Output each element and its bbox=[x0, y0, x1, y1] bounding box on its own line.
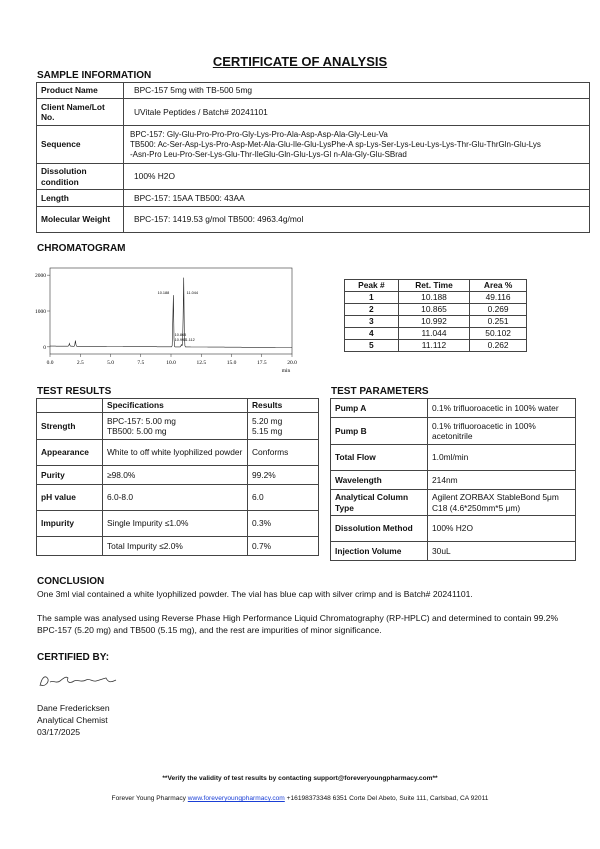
y-tick-label: 2000 bbox=[35, 273, 46, 280]
peak-row bbox=[345, 340, 527, 352]
param-label: Pump B bbox=[331, 418, 428, 445]
peak-area: 0.251 bbox=[470, 316, 527, 328]
x-tick-label: 7.5 bbox=[137, 360, 145, 366]
peak-rt: 11.112 bbox=[398, 340, 469, 352]
peak-rt: 11.044 bbox=[398, 328, 469, 340]
param-value: 0.1% trifluoroacetic in 100% acetonitrile bbox=[428, 418, 576, 445]
results-row bbox=[37, 413, 319, 440]
param-row bbox=[331, 418, 576, 445]
peak-rt: 10.188 bbox=[398, 292, 469, 304]
param-label: Injection Volume bbox=[331, 542, 428, 561]
conclusion-line2: The sample was analysed using Reverse Phase High Performance Liquid Chromatography (RP-HPLC) and determined to contain 99.2% BPC-157 (5.20 mg) and TB500 (5.15 mg), and the rest are impurities of minor significance. bbox=[37, 613, 559, 635]
peak-area: 50.102 bbox=[470, 328, 527, 340]
info-key: Sequence bbox=[37, 126, 124, 164]
peak-area: 49.116 bbox=[470, 292, 527, 304]
certification-date: 03/17/2025 bbox=[37, 727, 81, 737]
peak-col-header: Ret. Time bbox=[398, 280, 469, 292]
results-spec: Single Impurity ≤1.0% bbox=[103, 511, 248, 537]
results-row bbox=[37, 485, 319, 511]
param-value: 0.1% trifluoroacetic in 100% water bbox=[428, 399, 576, 418]
results-value: 0.3% bbox=[248, 511, 319, 537]
results-col-header bbox=[37, 399, 103, 413]
footer-line bbox=[0, 795, 600, 802]
y-tick-label: 1000 bbox=[35, 309, 46, 315]
peak-row bbox=[345, 316, 527, 328]
chromatogram-chart bbox=[30, 262, 300, 380]
peak-row bbox=[345, 292, 527, 304]
peak-label: 11.044 bbox=[186, 290, 198, 295]
param-label: Total Flow bbox=[331, 445, 428, 471]
sample-info-heading: SAMPLE INFORMATION bbox=[37, 70, 152, 81]
x-unit-label: min bbox=[281, 368, 291, 374]
results-col-header: Specifications bbox=[103, 399, 248, 413]
info-value: BPC-157: 15AA TB500: 43AA bbox=[124, 190, 590, 207]
param-row bbox=[331, 516, 576, 542]
peak-col-header: Peak # bbox=[345, 280, 399, 292]
results-value: 99.2% bbox=[248, 466, 319, 485]
results-value: Conforms bbox=[248, 440, 319, 466]
certifier-role: Analytical Chemist bbox=[37, 715, 108, 725]
info-value: UVitale Peptides / Batch# 20241101 bbox=[124, 99, 590, 126]
signature-image bbox=[36, 670, 126, 692]
peak-num: 3 bbox=[345, 316, 399, 328]
param-label: Wavelength bbox=[331, 471, 428, 490]
x-tick-label: 12.5 bbox=[196, 360, 207, 366]
plot-frame bbox=[50, 268, 292, 354]
param-label: Dissolution Method bbox=[331, 516, 428, 542]
param-row bbox=[331, 490, 576, 516]
peak-label: 11.112 bbox=[183, 338, 195, 343]
peak-rt: 10.865 bbox=[398, 304, 469, 316]
peak-num: 4 bbox=[345, 328, 399, 340]
results-label: Strength bbox=[37, 413, 103, 440]
peak-table bbox=[344, 279, 527, 352]
info-row bbox=[37, 99, 590, 126]
results-spec: ≥98.0% bbox=[103, 466, 248, 485]
results-spec: 6.0-8.0 bbox=[103, 485, 248, 511]
info-row bbox=[37, 190, 590, 207]
peak-num: 1 bbox=[345, 292, 399, 304]
results-spec: BPC-157: 5.00 mg TB500: 5.00 mg bbox=[103, 413, 248, 440]
peak-label: 10.188 bbox=[157, 290, 170, 295]
x-tick-label: 15.0 bbox=[226, 360, 237, 366]
param-row bbox=[331, 471, 576, 490]
param-value: 30uL bbox=[428, 542, 576, 561]
peak-row bbox=[345, 328, 527, 340]
peak-rt: 10.992 bbox=[398, 316, 469, 328]
conclusion-heading: CONCLUSION bbox=[37, 576, 105, 587]
info-value: BPC-157: 1419.53 g/mol TB500: 4963.4g/mol bbox=[124, 207, 590, 233]
certifier-name: Dane Fredericksen bbox=[37, 703, 110, 713]
x-tick-label: 17.5 bbox=[256, 360, 267, 366]
chromatogram-heading: CHROMATOGRAM bbox=[37, 243, 126, 254]
results-label: pH value bbox=[37, 485, 103, 511]
info-value: BPC-157 5mg with TB-500 5mg bbox=[124, 83, 590, 99]
param-label: Analytical Column Type bbox=[331, 490, 428, 516]
results-value: 6.0 bbox=[248, 485, 319, 511]
x-tick-label: 5.0 bbox=[107, 360, 114, 366]
peak-col-header: Area % bbox=[470, 280, 527, 292]
results-row bbox=[37, 466, 319, 485]
param-value: 1.0ml/min bbox=[428, 445, 576, 471]
results-col-header: Results bbox=[248, 399, 319, 413]
test-results-heading: TEST RESULTS bbox=[37, 386, 112, 397]
results-spec: Total Impurity ≤2.0% bbox=[103, 537, 248, 556]
peak-table-header bbox=[345, 280, 527, 292]
results-spec: White to off white lyophilized powder bbox=[103, 440, 248, 466]
certified-heading: CERTIFIED BY: bbox=[37, 652, 110, 663]
verify-note: **Verify the validity of test results by contacting support@foreveryoungpharmacy.com** bbox=[162, 775, 438, 782]
sample-info-table bbox=[36, 82, 590, 233]
test-parameters-heading: TEST PARAMETERS bbox=[331, 386, 429, 397]
footer-website-link[interactable]: www.foreveryoungpharmacy.com bbox=[187, 795, 285, 802]
results-header bbox=[37, 399, 319, 413]
x-tick-label: 10.0 bbox=[166, 360, 176, 366]
info-row bbox=[37, 83, 590, 99]
chromatogram-trace bbox=[50, 278, 292, 348]
results-value: 0.7% bbox=[248, 537, 319, 556]
results-row bbox=[37, 511, 319, 537]
param-value: 100% H2O bbox=[428, 516, 576, 542]
param-value: 214nm bbox=[428, 471, 576, 490]
document-title: CERTIFICATE OF ANALYSIS bbox=[212, 54, 388, 69]
peak-area: 0.262 bbox=[470, 340, 527, 352]
peak-num: 2 bbox=[345, 304, 399, 316]
info-key: Product Name bbox=[37, 83, 124, 99]
peak-area: 0.269 bbox=[470, 304, 527, 316]
param-row bbox=[331, 445, 576, 471]
results-value: 5.20 mg 5.15 mg bbox=[248, 413, 319, 440]
peak-label: 10.865 bbox=[174, 333, 187, 338]
x-tick-label: 20.0 bbox=[287, 360, 297, 366]
param-value: Agilent ZORBAX StableBond 5μm C18 (4.6*250mm*5 μm) bbox=[428, 490, 576, 516]
info-key: Client Name/Lot No. bbox=[37, 99, 124, 126]
peak-row bbox=[345, 304, 527, 316]
results-label: Impurity bbox=[37, 511, 103, 537]
results-label bbox=[37, 537, 103, 556]
results-row bbox=[37, 537, 319, 556]
info-row bbox=[37, 126, 590, 164]
x-tick-label: 0.0 bbox=[46, 360, 54, 366]
peak-num: 5 bbox=[345, 340, 399, 352]
y-tick-label: 0 bbox=[43, 344, 46, 351]
conclusion-line1: One 3ml vial contained a white lyophilized powder. The vial has blue cap with silver crimp and is Batch# 20241101. bbox=[37, 589, 473, 599]
info-row bbox=[37, 207, 590, 233]
test-parameters-table bbox=[330, 398, 576, 561]
results-label: Purity bbox=[37, 466, 103, 485]
info-key: Molecular Weight bbox=[37, 207, 124, 233]
param-row bbox=[331, 399, 576, 418]
info-key: Dissolution condition bbox=[37, 164, 124, 190]
peak-label: 10.992 bbox=[174, 338, 187, 343]
param-label: Pump A bbox=[331, 399, 428, 418]
info-key: Length bbox=[37, 190, 124, 207]
info-row bbox=[37, 164, 590, 190]
info-value: 100% H2O bbox=[124, 164, 590, 190]
param-row bbox=[331, 542, 576, 561]
info-value: BPC-157: Gly-Glu-Pro-Pro-Pro-Gly-Lys-Pro-Ala-Asp-Asp-Ala-Gly-Leu-Va TB500: Ac-Ser-Asp-Lys-Pro-Asp-Met-Ala-Glu-Ile-Glu-LysPhe-A sp-Lys-Ser-Lys-Leu-Lys-Lys-Thr-Glu-ThrGln-Glu-Lys -Asn-Pro Leu-Pro-Ser-Lys-Glu-Thr-IleGlu-Gln-Glu-Lys-Gl n-Ala-Gly-Glu-SBrad bbox=[124, 126, 590, 164]
footer-company: Forever Young Pharmacy bbox=[111, 795, 186, 802]
results-row bbox=[37, 440, 319, 466]
x-tick-label: 2.5 bbox=[76, 360, 84, 366]
test-results-table bbox=[36, 398, 319, 556]
footer-contact: +16198373348 6351 Corte Del Abeto, Suite 111, Carlsbad, CA 92011 bbox=[286, 795, 489, 802]
results-label: Appearance bbox=[37, 440, 103, 466]
